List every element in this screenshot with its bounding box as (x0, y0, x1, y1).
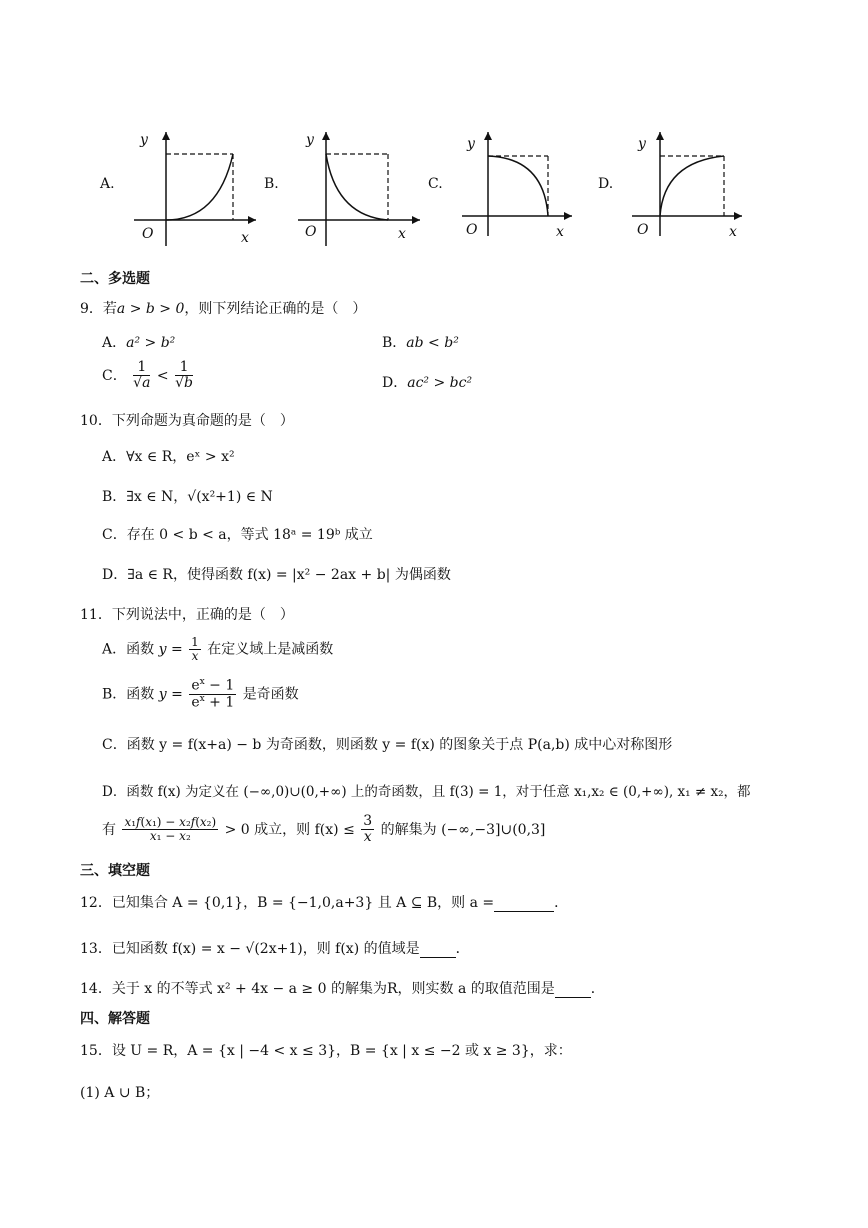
question-14: 14．关于 x 的不等式 x² + 4x − a ≥ 0 的解集为R，则实数 a 的取值范围是 ． (80, 981, 605, 997)
option-a-x-label: x (241, 230, 249, 246)
option-b-origin: O (305, 224, 317, 240)
question-15-part-1: (1) A ∪ B； (80, 1085, 160, 1101)
question-10-stem: 10．下列命题为真命题的是（ ） (80, 413, 294, 429)
option-b-x-label: x (398, 226, 406, 242)
question-10-option-c: C．存在 0 < b < a，等式 18ᵃ = 19ᵇ 成立 (102, 527, 373, 543)
question-10-option-d: D．∃a ∈ R，使得函数 f(x) = |x² − 2ax + b| 为偶函数 (102, 567, 451, 583)
option-c-x-label: x (556, 224, 564, 240)
option-b-y-label: y (306, 132, 314, 148)
question-12: 12．已知集合 A = {0,1}，B = {−1,0,a+3} 且 A ⊆ B，则 a = ． (80, 895, 569, 911)
question-11-stem: 11．下列说法中，正确的是（ ） (80, 607, 294, 623)
question-9-stem: 9．若a > b > 0，则下列结论正确的是（ ） (80, 301, 367, 317)
option-c-origin: O (466, 222, 478, 238)
option-a-letter: A. (100, 176, 115, 192)
answer-blank[interactable] (420, 941, 456, 958)
option-d-origin: O (637, 222, 649, 238)
option-c-letter: C. (428, 176, 443, 192)
option-c-graph (460, 128, 580, 238)
question-13: 13．已知函数 f(x) = x − √(2x+1)，则 f(x) 的值域是 ． (80, 941, 470, 957)
question-11-option-d-line1: D．函数 f(x) 为定义在 (−∞,0)∪(0,+∞) 上的奇函数，且 f(3) = 1，对于任意 x₁,x₂ ∈ (0,+∞), x₁ ≠ x₂，都 (102, 784, 751, 800)
question-11-option-d-line2: 有 $\frac{\text{x₁f(x₁) − x₂f(x₂)}}{\text{x₁ − x₂}}$ > 0 成立，则 f(x) ≤ $\frac{3}{x}$ 的解集为 (−∞,−3]∪(0,3] (102, 813, 546, 846)
section-multiple-choice-heading: 二、多选题 (80, 271, 150, 287)
option-d-y-label: y (638, 136, 646, 152)
answer-blank[interactable] (494, 895, 554, 912)
option-d-letter: D. (598, 176, 614, 192)
question-9-option-c: C． $\frac{1}{√a}$ < $\frac{1}{√b}$ (102, 359, 193, 392)
option-c-y-label: y (467, 136, 475, 152)
question-9-option-d: D．ac² > bc² (382, 375, 473, 391)
section-solution-heading: 四、解答题 (80, 1011, 150, 1027)
option-a-y-label: y (140, 132, 148, 148)
question-15-stem: 15．设 U = R，A = {x | −4 < x ≤ 3}，B = {x | x ≤ −2 或 x ≥ 3}，求： (80, 1043, 572, 1059)
answer-blank[interactable] (555, 981, 591, 998)
question-11-option-a: A．函数 y = $\frac{1}{x}$ 在定义域上是减函数 (102, 635, 334, 664)
question-10-option-b: B．∃x ∈ N，√(x²+1) ∈ N (102, 489, 273, 505)
question-11-option-c: C．函数 y = f(x+a) − b 为奇函数，则函数 y = f(x) 的图象关于点 P(a,b) 成中心对称图形 (102, 737, 673, 753)
section-fill-in-heading: 三、填空题 (80, 863, 150, 879)
question-9-option-a: A．a² > b² (102, 335, 176, 351)
question-11-option-b: B．函数 y = $\frac{e^x - 1}{e^x + 1}$ 是奇函数 (102, 677, 299, 711)
option-d-x-label: x (729, 224, 737, 240)
question-10-option-a: A．∀x ∈ R，eˣ > x² (102, 449, 235, 465)
question-9-option-b: B．ab < b² (382, 335, 459, 351)
option-b-letter: B. (264, 176, 279, 192)
option-a-origin: O (142, 226, 154, 242)
